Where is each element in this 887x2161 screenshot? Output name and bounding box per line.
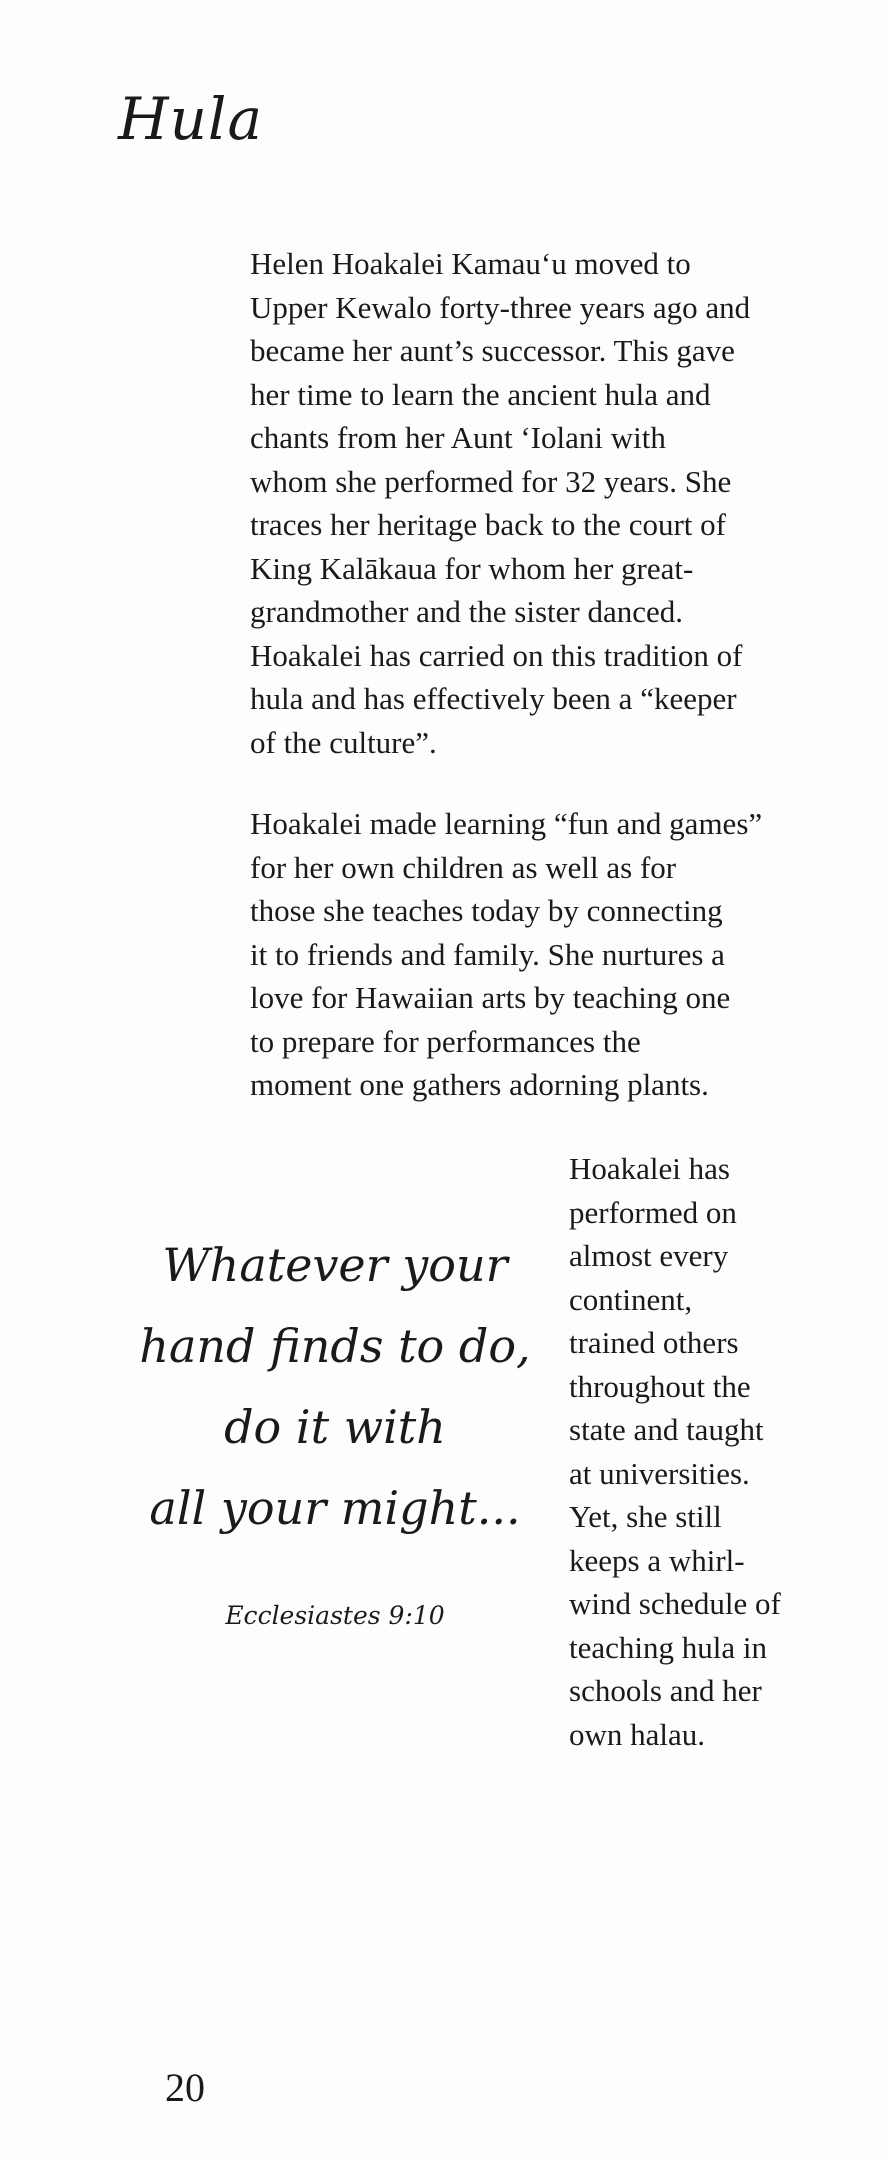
quote-line: Whatever your: [162, 1238, 508, 1292]
text-line: Helen Hoakalei Kamauʻu moved to: [250, 246, 691, 281]
text-line: keeps a whirl-: [569, 1542, 745, 1578]
paragraph-2: [250, 802, 830, 1107]
text-line: performed on: [569, 1194, 737, 1230]
text-line: moment one gathers adorning plants.: [250, 1067, 709, 1102]
text-line: Hoakalei has: [569, 1151, 730, 1186]
paragraph-3: [569, 1147, 839, 1756]
quote-line: all your might...: [149, 1481, 521, 1535]
text-line: own halau.: [569, 1716, 706, 1752]
text-line: hula and has effectively been a “keeper: [250, 681, 737, 716]
text-line: wind schedule of: [569, 1586, 781, 1621]
scripture-quote: [120, 1225, 550, 1549]
text-line: Upper Kewalo forty-three years ago and: [250, 289, 751, 325]
quote-line: hand finds to do,: [139, 1319, 531, 1373]
text-line: of the culture”.: [250, 724, 437, 760]
text-line: grandmother and the sister danced.: [250, 594, 683, 629]
text-line: traces her heritage back to the court of: [250, 507, 726, 542]
text-line: Hoakalei has carried on this tradition of: [250, 637, 743, 673]
page-number: 20: [165, 2065, 205, 2110]
text-line: whom she performed for 32 years. She: [250, 463, 732, 499]
text-line: teaching hula in: [569, 1629, 767, 1665]
text-line: love for Hawaiian arts by teaching one: [250, 980, 731, 1015]
quote-citation: Ecclesiastes 9:10: [225, 1601, 445, 1630]
paragraph-1: [250, 242, 830, 764]
text-line: it to friends and family. She nurtures a: [250, 936, 725, 972]
text-line: almost every: [569, 1238, 729, 1273]
text-line: to prepare for performances the: [250, 1023, 641, 1059]
quote-line: do it with: [224, 1400, 446, 1454]
text-line: throughout the: [569, 1368, 751, 1404]
text-line: trained others: [569, 1325, 739, 1360]
text-line: those she teaches today by connecting: [250, 893, 723, 928]
text-line: her time to learn the ancient hula and: [250, 376, 711, 412]
text-line: chants from her Aunt ʻIolani with: [250, 420, 666, 455]
text-line: Yet, she still: [569, 1499, 722, 1534]
text-line: at universities.: [569, 1455, 750, 1491]
text-line: King Kalākaua for whom her great-: [250, 550, 694, 586]
text-line: schools and her: [569, 1673, 762, 1708]
text-line: for her own children as well as for: [250, 849, 677, 885]
text-line: continent,: [569, 1281, 693, 1317]
text-line: became her aunt’s successor. This gave: [250, 333, 735, 368]
page-title: Hula: [118, 85, 264, 153]
text-line: state and taught: [569, 1412, 764, 1447]
text-line: Hoakalei made learning “fun and games”: [250, 806, 763, 841]
